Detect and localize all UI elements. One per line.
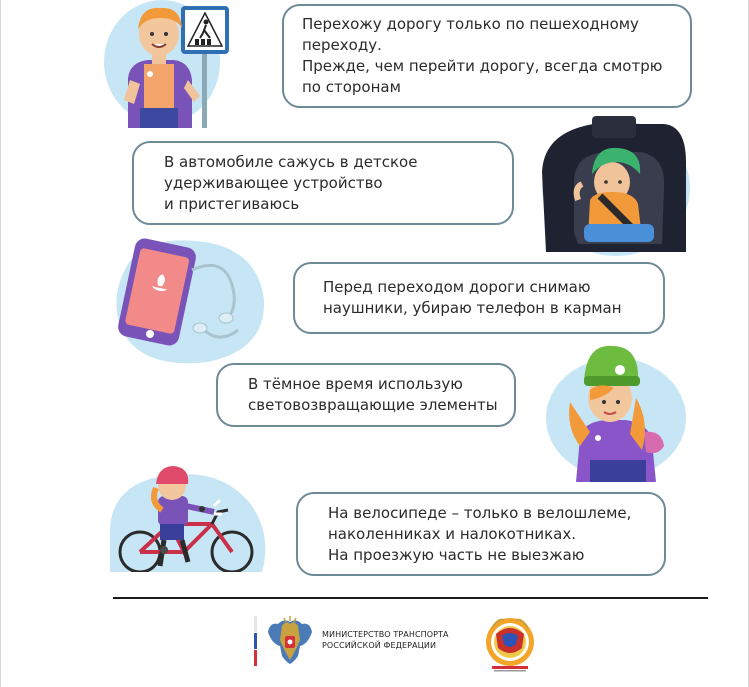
crosswalk-sign-icon [181,6,229,54]
child-car-seat-illustration [534,112,694,258]
tip-bubble-car-seat: В автомобиле сажусь в детское удерживающее устройство и пристегиваюсь [132,141,514,225]
tip-bubble-crosswalk: Перехожу дорогу только по пешеходному переходу. Прежде, чем перейти дорогу, всегда смотрю по сторонам [282,4,692,108]
boy-crosswalk-illustration [100,0,240,128]
tip-bubble-headphones: Перед переходом дороги снимаю наушники, убираю телефон в карман [293,262,665,334]
girl-reflective-illustration [540,342,690,482]
tip-bubble-bicycle: На велосипеде – только в велошлеме, наколенниках и налокотниках. На проезжую часть не выезжаю [296,492,666,576]
girl-bicycle-illustration [102,466,272,572]
coat-of-arms-icon [266,616,314,666]
footer-divider [113,597,708,599]
frame-left-border [0,0,1,687]
tip-bubble-reflective: В тёмное время использую световозвращающие элементы [216,363,516,427]
phone-headphones-illustration [108,234,268,366]
gibdd-emblem-icon [478,614,542,674]
russian-flag-icon [254,616,260,666]
ministry-name: МИНИСТЕРСТВО ТРАНСПОРТА РОССИЙСКОЙ ФЕДЕРАЦИИ [322,630,449,650]
